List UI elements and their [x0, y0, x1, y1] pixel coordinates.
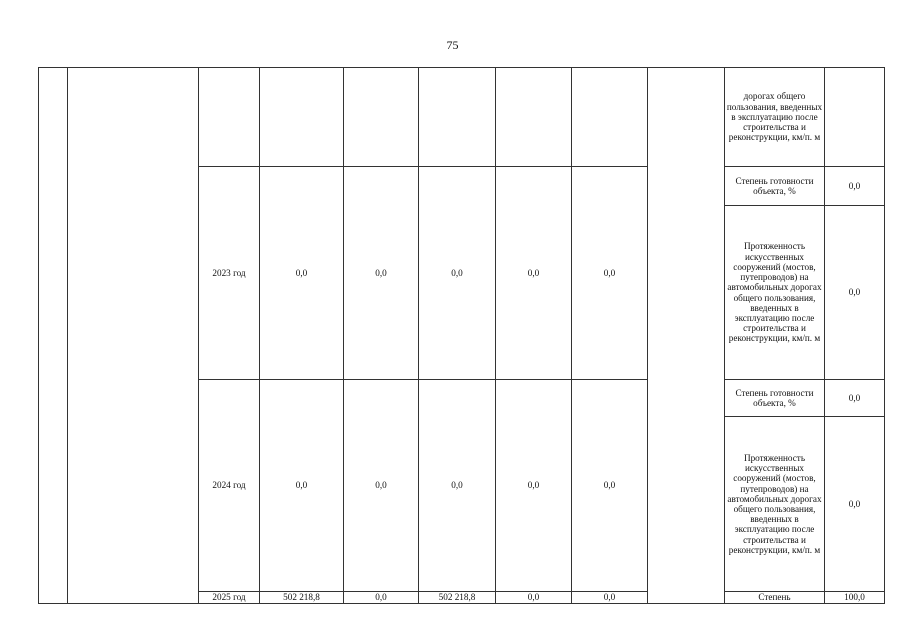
cell-value: 502 218,8 — [260, 592, 344, 604]
cell-indicator-name: Степень готовности объекта, % — [725, 380, 825, 417]
page-number: 75 — [446, 38, 459, 52]
cell-value: 502 218,8 — [419, 592, 496, 604]
cell-number — [39, 68, 68, 604]
cell-value-empty — [572, 68, 648, 167]
cell-value: 0,0 — [572, 167, 648, 380]
cell-indicator-name: Степень — [725, 592, 825, 604]
cell-year: 2025 год — [199, 592, 260, 604]
cell-value: 0,0 — [260, 380, 344, 592]
cell-indicator-name: дорогах общего пользования, введенных в эксплуатацию после строительства и реконструкции, км/п. м — [725, 68, 825, 167]
cell-indicator-name: Протяженность искусственных сооружений (мостов, путепроводов) на автомобильных дорогах общего пользования, введенных в эксплуатацию после строительства и реконструкции, км/п. м — [725, 206, 825, 380]
table-row-continuation — [39, 68, 885, 167]
cell-indicator-value: 100,0 — [825, 592, 885, 604]
cell-year: 2023 год — [199, 167, 260, 380]
cell-value: 0,0 — [496, 167, 572, 380]
budget-table — [38, 67, 885, 604]
cell-value-empty — [260, 68, 344, 167]
cell-value-empty — [419, 68, 496, 167]
cell-value: 0,0 — [496, 592, 572, 604]
budget-table-sheet — [38, 67, 884, 603]
cell-year-empty — [199, 68, 260, 167]
cell-indicator-value: 0,0 — [825, 167, 885, 206]
cell-indicator-value: 0,0 — [825, 380, 885, 417]
cell-value: 0,0 — [344, 380, 419, 592]
cell-value: 0,0 — [344, 167, 419, 380]
cell-indicator-value: 0,0 — [825, 206, 885, 380]
cell-value: 0,0 — [572, 380, 648, 592]
cell-value: 0,0 — [419, 380, 496, 592]
cell-value-empty — [496, 68, 572, 167]
cell-indicator-value-empty — [825, 68, 885, 167]
cell-value: 0,0 — [572, 592, 648, 604]
cell-indicator-name: Протяженность искусственных сооружений (мостов, путепроводов) на автомобильных дорогах общего пользования, введенных в эксплуатацию после строительства и реконструкции, км/п. м — [725, 417, 825, 592]
cell-object-name — [68, 68, 199, 604]
cell-value: 0,0 — [260, 167, 344, 380]
cell-value: 0,0 — [496, 380, 572, 592]
cell-indicator-name: Степень готовности объекта, % — [725, 167, 825, 206]
cell-indicator-value: 0,0 — [825, 417, 885, 592]
cell-value: 0,0 — [419, 167, 496, 380]
cell-value: 0,0 — [344, 592, 419, 604]
cell-year: 2024 год — [199, 380, 260, 592]
cell-value-empty — [344, 68, 419, 167]
cell-executor — [648, 68, 725, 604]
